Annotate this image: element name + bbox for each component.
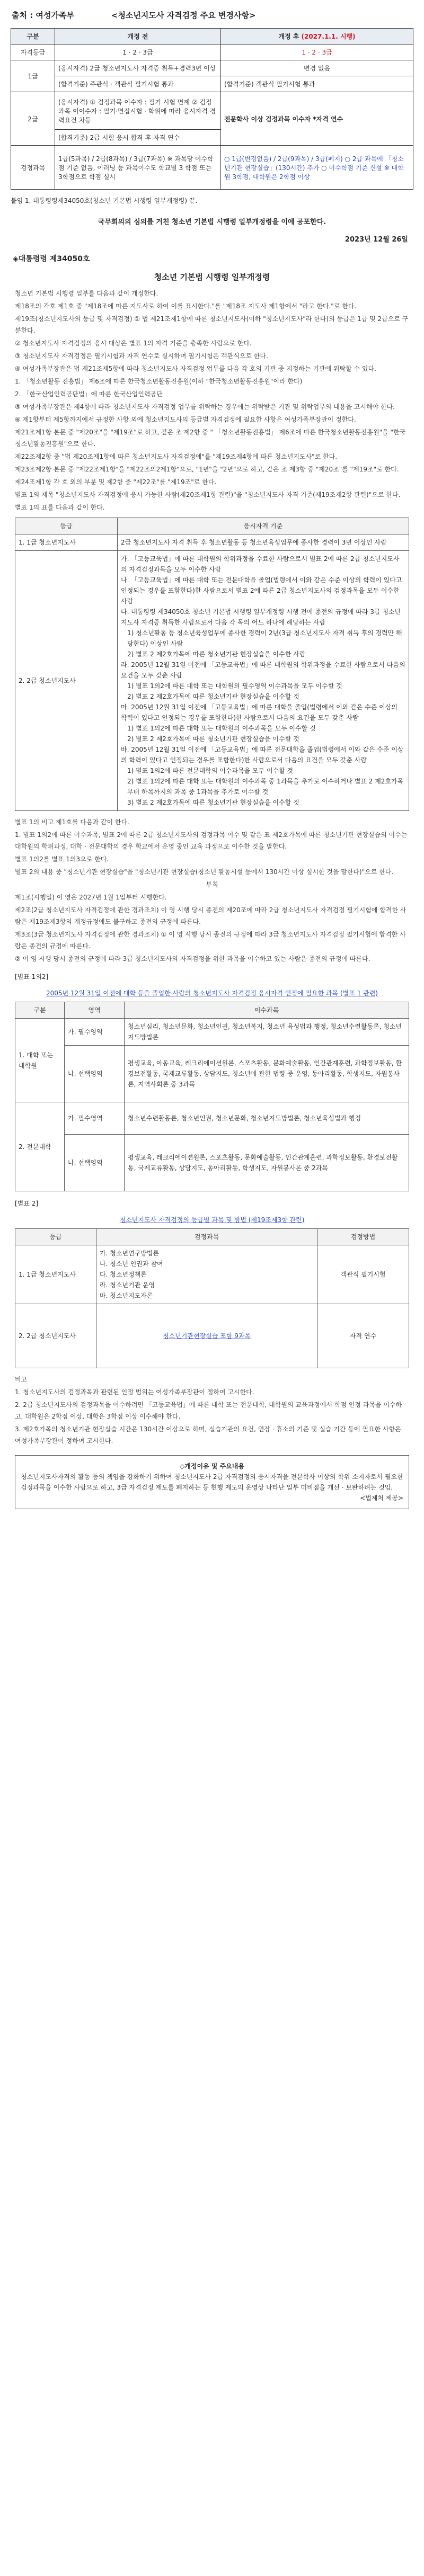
paragraph: ⑤ 여성가족부장관은 제4항에 따라 청소년지도사 자격검정 업무를 위탁하는 경우에는 위탁받은 기관 및 위탁업무의 내용을 고시해야 한다.	[15, 403, 395, 411]
paragraph: 제24조제1항 각 호 외의 부분 및 제2항 중 "제22조"를 "제19조"로 한다.	[15, 478, 217, 486]
paragraph: 제19조(청소년지도사의 등급 및 자격검정) ① 법 제21조제1항에 따른 청소년지도사(이하 "청소년지도사"라 한다)의 등급은 1급 및 2급으로 구분한다.	[15, 315, 409, 334]
closing: <법제처 제공>	[360, 1494, 403, 1502]
comparison-table	[11, 28, 413, 190]
date: 2023년 12월 26일	[344, 236, 408, 244]
paragraph: 별표 1의 표를 다음과 같이 한다.	[15, 504, 105, 511]
annex1-title: 2005년 12월 31일 이전에 대학 등을 졸업한 사람의 청소년지도사 자격검정 응시자격 인정에 필요한 과목 (별표 1 관련)	[46, 990, 378, 997]
annex1-ref: [별표 1의2]	[15, 973, 49, 981]
paragraph: ② 청소년지도사 자격검정의 응시 대상은 별표 1의 자격 기준을 충족한 사람으로 한다.	[15, 340, 252, 347]
paragraph: 1. 「청소년활동 진흥법」 제6조에 따른 한국청소년활동진흥원(이하 "한국청소년활동진흥원"이라 한다)	[15, 378, 303, 385]
paragraph: 청소년 기본법 시행령 일부를 다음과 같이 개정한다.	[15, 290, 158, 297]
col-category: 구분	[11, 29, 55, 44]
grade2-criteria: 가. 「고등교육법」에 따른 대학원의 학위과정을 수료한 사람으로서 별표 2에 따른 2급 청소년지도사의 자격검정과목을 모두 이수한 사람 나. 「고등교육법」에 따른 대학 또는 전문대학을 졸업(법령에서 이와 같은 수준 이상의 학력이 있다고 인정되는 경우를 포함한다)한 사람으로서 별표 2에 따른 2급 청소년지도사의 검정과목을 모두 이수한 사람 다. 대통령령 제34050호 청소년 기본법 시행령 일부개정령 시행 전에 종전의 규정에 따라 3급 청소년지도사 자격증 취득한 사람으로서 다음 각 목의 어느 하나에 해당하는 사람 1) 청소년활동 등 청소년육성업무에 종사한 경력이 2년(3급 청소년지도사 자격 취득 후의 경력만 해당한다) 이상인 사람 2) 별표 2 제2호가목에 따른 청소년기관 현장실습을 이수한 사람 라. 2005년 12월 31일 이전에 「고등교육법」에 따른 대학원의 학위과정을 수료한 사람으로서 다음의 요건을 모두 갖춘 사람 1) 별표 1의2에 따른 대학 또는 대학원의 필수영역 이수과목을 모두 이수할 것 2) 별표 2 제2호가목에 따른 청소년기관 현장실습을 이수할 것 마. 2005년 12월 31일 이전에 「고등교육법」에 따른 대학을 졸업(법령에서 이와 같은 수준 이상의 학력이 있다고 인정되는 경우를 포함한다)한 사람으로서 다음의 요건을 모두 갖춘 사람 1) 별표 1의2에 따른 대학 또는 대학원의 이수과목을 모두 이수할 것 2) 별표 2 제2호가목에 따른 청소년기관 현장실습을 이수할 것 바. 2005년 12월 31일 이전에 「고등교육법」에 따른 전문대학을 졸업(법령에서 이와 같은 수준 이상의 학력이 있다고 인정되는 경우를 포함한다)한 사람으로서 다음의 요건을 모두 갖춘 사람 1) 별표 1의2에 따른 전문대학의 이수과목을 모두 이수할 것 2) 별표 1의2에 따른 대학 또는 대학원의 이수과목 중 1과목을 추가로 이수하거나 별표 2 제2호가목부터 하목까지의 과목 중 1과목을 추가로 이수할 것 3) 별표 2 제2호가목에 따른 청소년기관 현장실습을 이수할 것	[118, 551, 409, 811]
table-row: 나. 선택영역 평생교육, 레크리에이션원론, 스포츠활동, 문화예술활동, 인간관계훈련, 과학정보활동, 환경보전활동, 국제교류활동, 상담지도, 동아리활동, 학생지도, 자원봉사론 중 2과목	[15, 1135, 409, 1191]
regulation-body-2: 별표 1의 비고 제1호를 다음과 같이 한다. 1. 별표 1의2에 따른 이수과목, 별표 2에 따른 2급 청소년지도사의 검정과목 이수 및 같은 표 제2호가목에 따른 청소년기관 현장실습의 이수는 대학원의 학위과정, 대학 · 전문대학의 경우 학교에서 운영 중인 교육 과정으로 이수한 것을 말한다. 별표 1의2를 별표 1의3으로 한다. 별표 2의 내용 중 "청소년기관 현장실습"을 "청소년기관 현장실습(청소년 활동시설 등에서 130시간 이상 실시한 것을 말한다)"으로 한다. 부칙 제1조(시행일) 이 영은 2027년 1월 1일부터 시행한다. 제2조(2급 청소년지도사 자격검정에 관한 경과조치) 이 영 시행 당시 종전의 제20조에 따라 2급 청소년지도사 자격검정 필기시험에 합격한 사람은 제19조제3항의 개정규정에도 불구하고 종전의 규정에 따른다. 제3조(3급 청소년지도사 자격검정에 관한 경과조치) ① 이 영 시행 당시 종전의 규정에 따라 3급 청소년지도사 자격검정 필기시험에 합격한 사람은 종전의 규정에 따른다. ② 이 영 시행 당시 종전의 규정에 따라 3급 청소년지도사의 자격검정을 위한 과목을 이수하고 있는 사람은 종전의 규정에 따른다.	[15, 818, 408, 962]
col-before: 개정 전	[55, 29, 221, 44]
annex2-ref: [별표 2]	[15, 1200, 38, 1207]
table-row: 2. 전문대학 가. 필수영역 청소년수련활동론, 청소년인권, 청소년문화, 청소년지도방법론, 청소년육성법과 행정	[15, 1102, 409, 1135]
source-label: 출처 : 여성가족부	[12, 11, 74, 20]
table-row: 자격등급 1 · 2 · 3급 1 · 2 · 3급	[11, 44, 413, 60]
table-row: (합격기준) 2급 시험 응시 합격 후 자격 연수	[11, 130, 413, 146]
regulation-title: 청소년 기본법 시행령 일부개정령	[154, 272, 270, 282]
remarks: 비고 1. 청소년지도사의 검정과목과 관련된 인정 범위는 여성가족부장관이 정하여 고시한다. 2. 2급 청소년지도사의 검정과목을 이수하려면 「고등교육법」에 따른 대학 또는 전문대학, 대학원의 교육과정에서 학점 인정 과목을 이수하고, 대학원은 2학점 이상, 대학은 3학점 이상 이수해야 한다. 3. 제2호가목의 청소년기관 현장실습 시간은 130시간 이상으로 하며, 실습기관의 요건, 연장 · 휴소의 기준 및 실습 기간 등에 필요한 사항은 여성가족부장관이 정하여 고시한다.	[15, 1376, 402, 1445]
annex2-title: 청소년지도사 자격검정의 등급별 과목 및 방법 (제19조제3항 관련)	[119, 1216, 305, 1224]
paragraph: 2. 「한국산업인력공단법」에 따른 한국산업인력공단	[15, 390, 163, 398]
table-row: 1. 대학 또는 대학원 가. 필수영역 청소년심리, 청소년문화, 청소년인권, 청소년복지, 청소년 육성법과 행정, 청소년수련활동론, 청소년지도방법론	[15, 1019, 409, 1046]
declaration: 국무회의의 심의를 거친 청소년 기본법 시행령 일부개정령을 이에 공포한다.	[98, 218, 326, 226]
table-row: 1. 1급 청소년지도사 2급 청소년지도사 자격 취득 후 청소년활동 등 청소년육성업무에 종사한 경력이 3년 이상인 사람	[15, 534, 409, 551]
table-row: 나. 선택영역 평생교육, 아동교육, 레크리에이션원론, 스포츠활동, 문화예술활동, 인간관계훈련, 과학정보활동, 환경보전활동, 국제교류활동, 상담지도, 청소년에 관한 법령 중 운영, 동아리활동, 학생지도, 자원봉사론, 지역사회론 중 3과목	[15, 1046, 409, 1102]
table-row: 2급 (응시자격) ① 검정과목 이수자 : 필기 시험 면제 ② 검정과목 이이수자 : 필기·면접시험 · 학위에 따라 응시자격 경력요건 차등 전문학사 이상 검정과목 이수자 *자격 연수	[11, 92, 413, 130]
reason-text: 청소년지도사자격의 활동 등의 책임을 강화하기 위하여 청소년지도사 2급 자격검정의 응시자격을 전문학사 이상의 학위 소지자로서 필요한 검정과목을 이수한 사람으로 하고, 3급 자격검정 제도를 폐지하는 등 현행 제도의 운영상 나타난 일부 미비점을 개선 · 보완하려는 것임.	[21, 1473, 403, 1491]
paragraph: ④ 여성가족부장관은 법 제21조제5항에 따라 청소년지도사 자격검정 업무를 다음 각 호의 기관 중 지정하는 기관에 위탁할 수 있다.	[15, 365, 376, 372]
annex1-table: 구분 영역 이수과목 1. 대학 또는 대학원 가. 필수영역 청소년심리, 청소년문화, 청소년인권, 청소년복지, 청소년 육성법과 행정, 청소년수련활동론, 청소년지도방법론 나. 선택영역 평생교육, 아동교육, 레크리에이션원론, 스포츠활동, 문화예술활동, 인간관계훈련, 과학정보활동, 환경보전활동, 국제교류활동, 상담지도, 청소년에 관한 법령 중 운영, 동아리활동, 학생지도, 자원봉사론, 지역사회론 중 3과목 2. 전문대학 가. 필수영역 청소년수련활동론, 청소년인권, 청소년문화, 청소년지도방법론, 청소년육성법과 행정 나. 선택영역 평생교육, 레크리에이션원론, 스포츠활동, 문화예술활동, 인간관계훈련, 과학정보활동, 환경보전활동, 국제교류활동, 상담지도, 동아리활동, 학생지도, 자원봉사론 중 2과목	[15, 1002, 409, 1191]
paragraph: ③ 청소년지도사 자격검정은 필기시험과 자격 연수로 실시하며 필기시험은 객관식으로 한다.	[15, 352, 268, 360]
paragraph: 제21조제1항 본문 중 "제20조"을 "제19조"로 하고, 같은 조 제2항 중 " 「청소년활동진흥법」 제6조에 따른 한국청소년활동진흥원"을 "한국청소년활동진흥원"으로 한다.	[15, 429, 406, 448]
table-row: (합격기준) 주관식 · 객관식 필기시험 통과 (합격기준) 객관식 필기시험 통과	[11, 76, 413, 92]
source-header	[0, 0, 424, 25]
table-row: 1급 (응시자격) 2급 청소년지도사 자격증 취득+경력3년 이상 변경 없음	[11, 60, 413, 76]
doc-title: <청소년지도사 자격검정 주요 변경사항>	[111, 11, 256, 20]
paragraph: 별표 1의 제목 "청소년지도사 자격검정에 응시 가능한 사람(제20조제1항 관련)"을 "청소년지도사 자격 기준(제19조제2항 관련)"으로 한다.	[15, 491, 401, 498]
table-row: 2. 2급 청소년지도사 가. 「고등교육법」에 따른 대학원의 학위과정을 수료한 사람으로서 별표 2에 따른 2급 청소년지도사의 자격검정과목을 모두 이수한 사람 나. 「고등교육법」에 따른 대학 또는 전문대학을 졸업(법령에서 이와 같은 수준 이상의 학력이 있다고 인정되는 경우를 포함한다)한 사람으로서 별표 2에 따른 2급 청소년지도사의 검정과목을 모두 이수한 사람 다. 대통령령 제34050호 청소년 기본법 시행령 일부개정령 시행 전에 종전의 규정에 따라 3급 청소년지도사 자격증 취득한 사람으로서 다음 각 목의 어느 하나에 해당하는 사람 1) 청소년활동 등 청소년육성업무에 종사한 경력이 2년(3급 청소년지도사 자격 취득 후의 경력만 해당한다) 이상인 사람 2) 별표 2 제2호가목에 따른 청소년기관 현장실습을 이수한 사람 라. 2005년 12월 31일 이전에 「고등교육법」에 따른 대학원의 학위과정을 수료한 사람으로서 다음의 요건을 모두 갖춘 사람 1) 별표 1의2에 따른 대학 또는 대학원의 필수영역 이수과목을 모두 이수할 것 2) 별표 2 제2호가목에 따른 청소년기관 현장실습을 이수할 것 마. 2005년 12월 31일 이전에 「고등교육법」에 따른 대학을 졸업(법령에서 이와 같은 수준 이상의 학력이 있다고 인정되는 경우를 포함한다)한 사람으로서 다음의 요건을 모두 갖춘 사람 1) 별표 1의2에 따른 대학 또는 대학원의 이수과목을 모두 이수할 것 2) 별표 2 제2호가목에 따른 청소년기관 현장실습을 이수할 것 바. 2005년 12월 31일 이전에 「고등교육법」에 따른 전문대학을 졸업(법령에서 이와 같은 수준 이상의 학력이 있다고 인정되는 경우를 포함한다)한 사람으로서 다음의 요건을 모두 갖춘 사람 1) 별표 1의2에 따른 전문대학의 이수과목을 모두 이수할 것 2) 별표 1의2에 따른 대학 또는 대학원의 이수과목 중 1과목을 추가로 이수하거나 별표 2 제2호가목부터 하목까지의 과목 중 1과목을 추가로 이수할 것 3) 별표 2 제2호가목에 따른 청소년기관 현장실습을 이수할 것	[15, 551, 409, 811]
grade-table: 등급 응시자격 기준 1. 1급 청소년지도사 2급 청소년지도사 자격 취득 후 청소년활동 등 청소년육성업무에 종사한 경력이 3년 이상인 사람 2. 2급 청소년지도사 가. 「고등교육법」에 따른 대학원의 학위과정을 수료한 사람으로서 별표 2에 따른 2급 청소년지도사의 자격검정과목을 모두 이수한 사람 나. 「고등교육법」에 따른 대학 또는 전문대학을 졸업(법령에서 이와 같은 수준 이상의 학력이 있다고 인정되는 경우를 포함한다)한 사람으로서 별표 2에 따른 2급 청소년지도사의 검정과목을 모두 이수한 사람 다. 대통령령 제34050호 청소년 기본법 시행령 일부개정령 시행 전에 종전의 규정에 따라 3급 청소년지도사 자격증 취득한 사람으로서 다음 각 목의 어느 하나에 해당하는 사람 1) 청소년활동 등 청소년육성업무에 종사한 경력이 2년(3급 청소년지도사 자격 취득 후의 경력만 해당한다) 이상인 사람 2) 별표 2 제2호가목에 따른 청소년기관 현장실습을 이수한 사람 라. 2005년 12월 31일 이전에 「고등교육법」에 따른 대학원의 학위과정을 수료한 사람으로서 다음의 요건을 모두 갖춘 사람 1) 별표 1의2에 따른 대학 또는 대학원의 필수영역 이수과목을 모두 이수할 것 2) 별표 2 제2호가목에 따른 청소년기관 현장실습을 이수할 것 마. 2005년 12월 31일 이전에 「고등교육법」에 따른 대학을 졸업(법령에서 이와 같은 수준 이상의 학력이 있다고 인정되는 경우를 포함한다)한 사람으로서 다음의 요건을 모두 갖춘 사람 1) 별표 1의2에 따른 대학 또는 대학원의 이수과목을 모두 이수할 것 2) 별표 2 제2호가목에 따른 청소년기관 현장실습을 이수할 것 바. 2005년 12월 31일 이전에 「고등교육법」에 따른 전문대학을 졸업(법령에서 이와 같은 수준 이상의 학력이 있다고 인정되는 경우를 포함한다)한 사람으로서 다음의 요건을 모두 갖춘 사람 1) 별표 1의2에 따른 전문대학의 이수과목을 모두 이수할 것 2) 별표 1의2에 따른 대학 또는 대학원의 이수과목 중 1과목을 추가로 이수하거나 별표 2 제2호가목부터 하목까지의 과목 중 1과목을 추가로 이수할 것 3) 별표 2 제2호가목에 따른 청소년기관 현장실습을 이수할 것	[15, 518, 409, 811]
table-row: 1. 1급 청소년지도사 가. 청소년연구방법론 나. 청소년 인권과 참여 다. 청소년정책론 라. 청소년기관 운영 마. 청소년지도자론 객관식 필기시험	[15, 1245, 409, 1304]
reason-box	[15, 1455, 409, 1509]
table-row: 검정과목 1급(5과목) / 2급(8과목) / 3급(7과목) ※ 과목당 이수학점 기준 없음, 이러닝 등 과목이수도 학교별 3 학점 또는 3학점으로 학점 실시 ○ 1급(변경없음) / 2급(9과목) / 3급(폐지) ○ 2급 과목에 「청소년기관 현장실습」(130시간) 추가 ○ 이수학점 기준 신설 ※ 대학원 3학점, 대학원은 2학점 이상	[11, 146, 413, 190]
paragraph: 제22조제2항 중 "법 제20조제1항에 따른 청소년지도사 자격검정에"를 "제19조제4항에 따른 청소년지도사"로 한다.	[15, 453, 338, 460]
attachment-note: 붙임 1. 대통령령제34050호(청소년 기본법 시행령 일부개정령) 끝.	[11, 197, 198, 204]
decree-number: ◈대통령령 제34050호	[13, 255, 90, 263]
regulation-body	[15, 288, 409, 513]
paragraph: 제23조제2항 본문 중 "제22조제1항"을 "제22조의2제1항"으로, "1년"을 "2년"으로 하고, 같은 조 제3항 중 "제20조"를 "제19조"로 한다.	[15, 466, 399, 473]
table-row: 2. 2급 청소년지도사 청소년기관현장실습 포함 9과목 자격 연수	[15, 1304, 409, 1368]
reason-title: ◇개정이유 및 주요내용	[180, 1463, 244, 1470]
paragraph: ⑥ 제1항부터 제5항까지에서 규정한 사항 외에 청소년지도사의 등급별 자격검정에 필요한 사항은 여성가족부장관이 정한다.	[15, 416, 356, 423]
col-after: 개정 후 (2027.1.1. 시행)	[221, 29, 413, 44]
paragraph: 제18조의 각호 제1호 중 "제18조에 따른 지도사로 하여 이를 표시한다."를 "제18조 지도사 제1항에서 "라고 한다."로 한다.	[15, 302, 357, 310]
annex2-table: 등급 검정과목 검정방법 1. 1급 청소년지도사 가. 청소년연구방법론 나. 청소년 인권과 참여 다. 청소년정책론 라. 청소년기관 운영 마. 청소년지도자론 객관식 필기시험 2. 2급 청소년지도사 청소년기관현장실습 포함 9과목 자격 연수	[15, 1228, 409, 1368]
